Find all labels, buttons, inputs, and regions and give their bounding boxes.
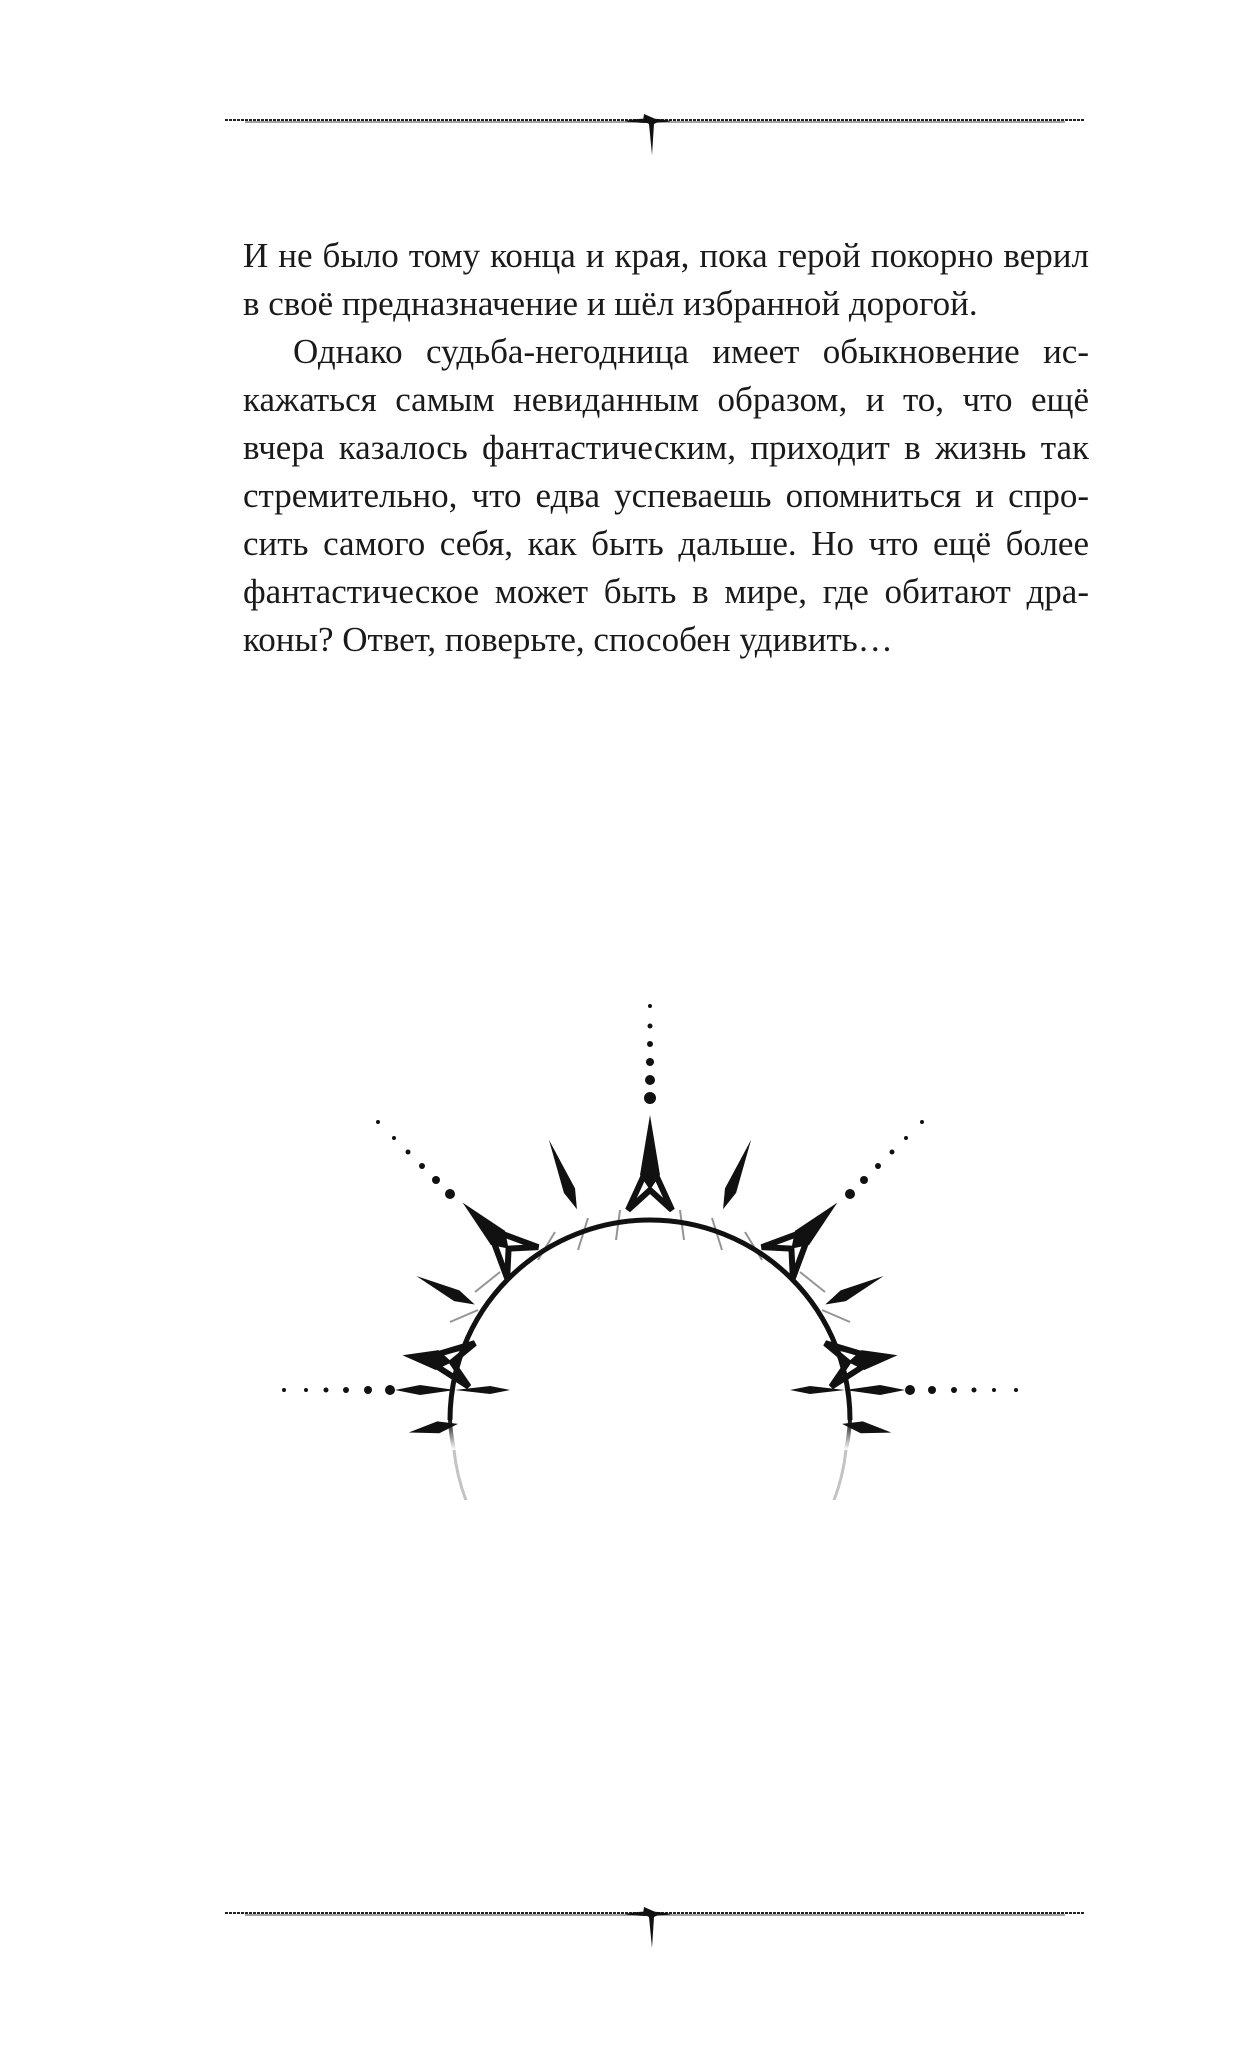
- rising-sun-icon: [240, 960, 1060, 1500]
- body-text: [243, 232, 1089, 664]
- paragraph-2: Однако судьба-негодница имеет обыкновение искажаться самым невиданным образом, и то, что ещё вчера казалось фантастическим, приходит в жизнь так стремительно, что едва успеваешь опомниться и спросить самого себя, как быть дальше. Но что ещё более фантастическое может быть в мире, где обитают драконы? Ответ, поверьте, способен удивить…: [243, 332, 1089, 659]
- paragraph-1: И не было тому конца и края, пока герой покорно верил в своё предназначение и шёл избранной дорогой.: [243, 236, 1089, 323]
- top-ornamental-rule: [0, 100, 1259, 160]
- bottom-ornamental-rule: [0, 1893, 1259, 1953]
